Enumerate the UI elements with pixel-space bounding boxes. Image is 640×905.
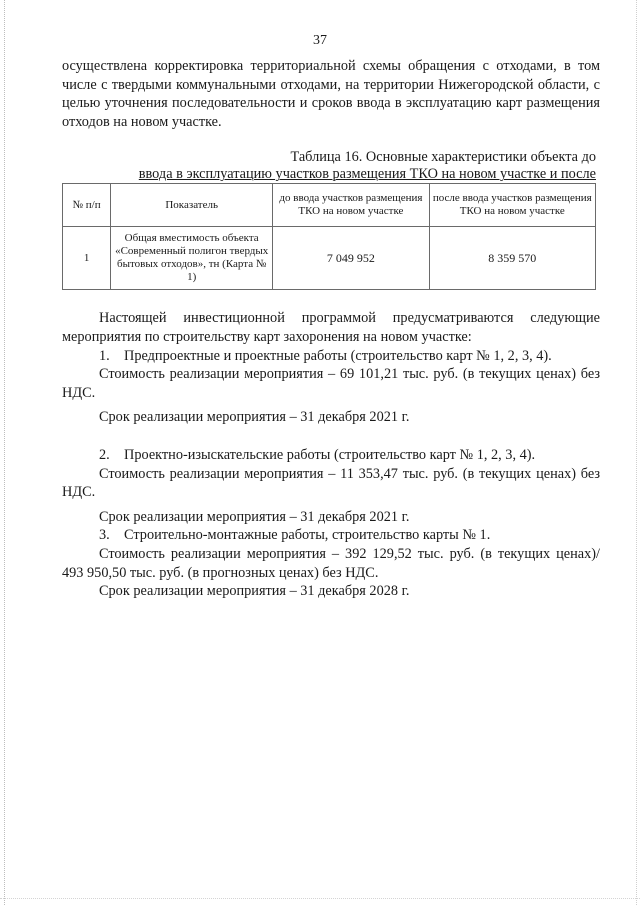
header-before: до ввода участков размещения ТКО на новом участке — [273, 184, 429, 227]
table-caption-line1: Таблица 16. Основные характеристики объекта до — [290, 149, 596, 166]
item-1-title: 1. Предпроектные и проектные работы (строительство карт № 1, 2, 3, 4). — [99, 347, 552, 364]
document-body — [62, 57, 600, 601]
program-paragraph: Настоящей инвестиционной программой предусматриваются следующие мероприятия по строительству карт захоронения на новом участке: — [62, 310, 600, 345]
header-indicator: Показатель — [111, 184, 273, 227]
table-row — [63, 227, 596, 290]
scan-edge-bottom — [0, 898, 640, 899]
item-1-deadline: Срок реализации мероприятия – 31 декабря 2021 г. — [99, 409, 410, 426]
cell-before: 7 049 952 — [273, 227, 429, 290]
scan-edge-right — [636, 0, 637, 905]
cell-indicator: Общая вместимость объекта «Современный полигон твердых бытовых отходов», тн (Карта № 1) — [111, 227, 273, 290]
item-3-cost: Стоимость реализации мероприятия – 392 129,52 тыс. руб. (в текущих ценах)/ 493 950,50 тыс. руб. (в прогнозных ценах) без НДС. — [62, 545, 600, 581]
page-number: 37 — [313, 33, 327, 48]
scan-edge-left — [4, 0, 5, 905]
table-caption — [62, 149, 600, 183]
header-num: № п/п — [63, 184, 111, 227]
item-1-cost: Стоимость реализации мероприятия – 69 101,21 тыс. руб. (в текущих ценах) без НДС. — [62, 366, 600, 401]
cell-num: 1 — [63, 227, 111, 290]
item-2-title: 2. Проектно-изыскательские работы (строительство карт № 1, 2, 3, 4). — [99, 446, 536, 463]
item-2-deadline: Срок реализации мероприятия – 31 декабря 2021 г. — [99, 508, 410, 525]
item-3-deadline: Срок реализации мероприятия – 31 декабря 2028 г. — [99, 583, 410, 600]
characteristics-table — [62, 183, 596, 290]
item-2-cost: Стоимость реализации мероприятия – 11 353,47 тыс. руб. (в текущих ценах) без НДС. — [62, 465, 600, 501]
header-after: после ввода участков размещения ТКО на новом участке — [429, 184, 595, 227]
intro-paragraph: осуществлена корректировка территориальной схемы обращения с отходами, в том числе с твердыми коммунальными отходами, на территории Нижегородской области, с целью уточнения последовательности и сроков ввода в эксплуатацию карт размещения отходов на новом участке. — [62, 58, 600, 130]
table-header-row — [63, 184, 596, 227]
cell-after: 8 359 570 — [429, 227, 595, 290]
item-3-title: 3. Строительно-монтажные работы, строительство карты № 1. — [99, 527, 491, 544]
table-caption-line2: ввода в эксплуатацию участков размещения ТКО на новом участке и после — [138, 166, 596, 183]
